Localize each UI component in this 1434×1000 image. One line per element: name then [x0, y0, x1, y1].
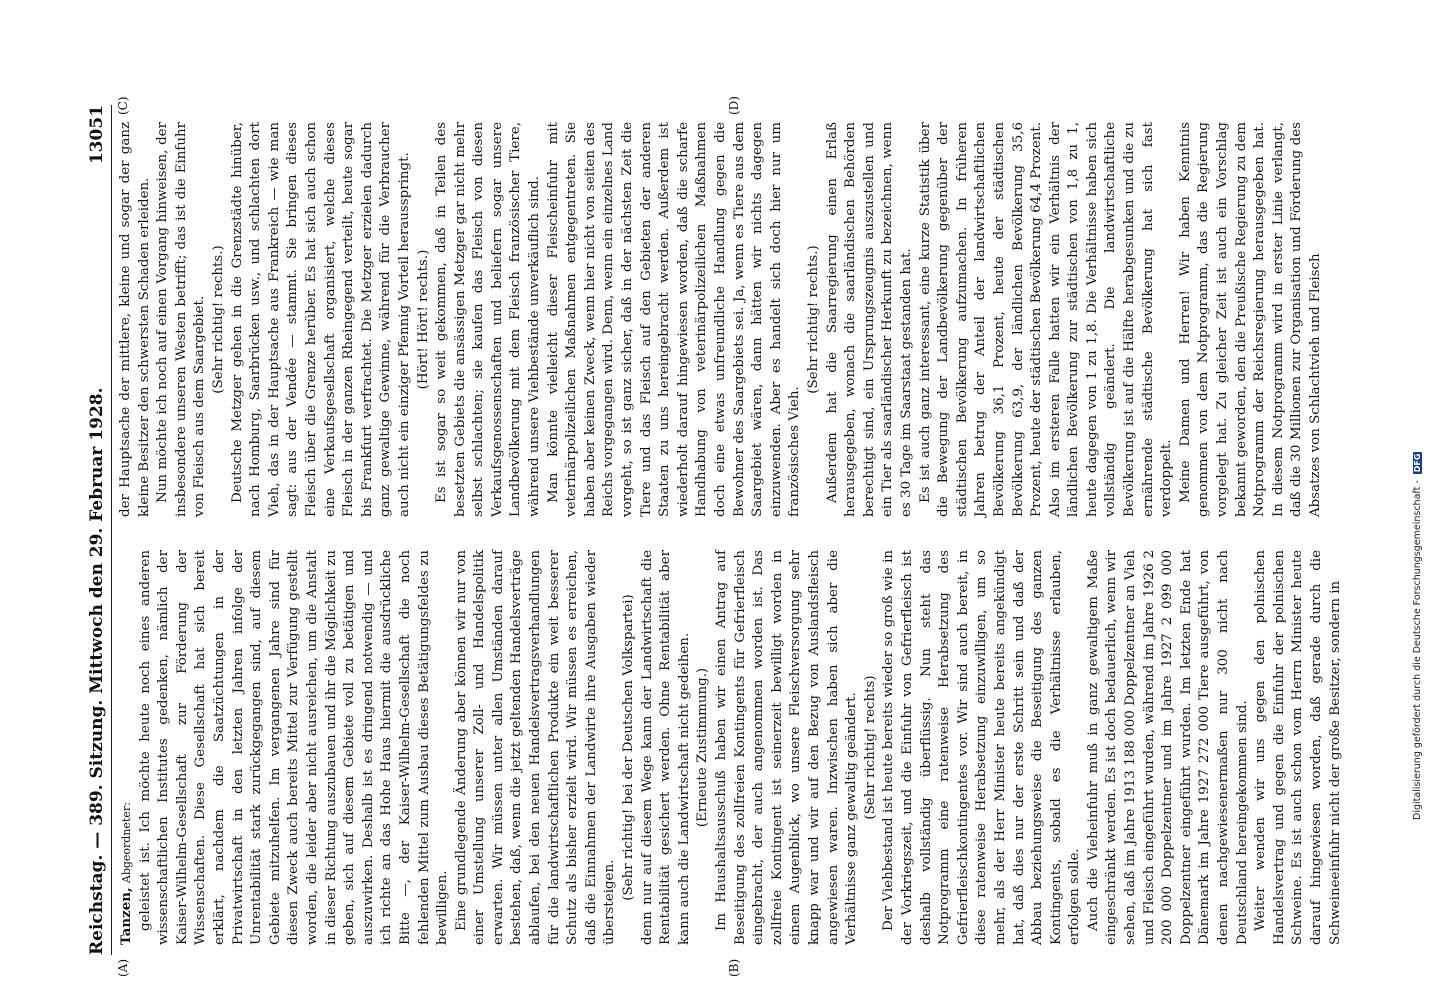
margin-mark-c: (C) [116, 96, 130, 115]
paragraph: Nun möchte ich noch auf einen Vorgang hinweisen, der insbesondere unseren Westen betrifft; das ist die Einfuhr von Fleisch aus dem Saargebiet. [155, 122, 208, 517]
page-header [85, 105, 113, 955]
interjection: (Sehr richtig! rechts.) [805, 245, 821, 394]
paragraph: Es ist sogar so weit gekommen, daß in Teilen des besetzten Gebiets die ansässigen Metzger gar nicht mehr selbst schlachten; sie kaufen das Fleisch von diesen Verkaufsgenossenschaften und beliefern sogar unsere Landbevölkerung mit dem Fleisch französischer Tiere, während unsere Viehbestände unverkäuflich sind. [434, 122, 543, 517]
paragraph: Weiter wenden wir uns gegen den polnischen Handelsvertrag und gegen die Einfuhr der polnischen Schweine. Es ist auch schon vom Herrn Minister heute darauf hingewiesen worden, daß gerade durch die Schweineeinfuhr nicht der große Besitzer, sondern in [1253, 550, 1343, 945]
credit-text: Digitalisierung gefördert durch die Deutsche Forschungsgemeinschaft - [1412, 480, 1423, 820]
interjection: (Sehr richtig! bei der Deutschen Volkspartei) [621, 594, 637, 901]
running-head: Reichstag. — 389. Sitzung. Mittwoch den 29. Februar 1928. [87, 387, 107, 955]
interjection: (Sehr richtig! rechts.) [210, 245, 226, 394]
header-rule [111, 105, 112, 955]
paragraph: Im Haushaltsausschuß haben wir einen Antrag auf Beseitigung des zollfreien Kontingents für Gefrierfleisch eingebracht, der auch angenommen worden ist. Das zollfreie Kontingent ist seinerzeit bewilligt worden in einem Augenblick, wo unsere Fleischversorgung sehr knapp war und wir auf den Bezug von Auslandsfleisch angewiesen waren. Inzwischen haben sich aber die Verhältnisse ganz gewaltig geändert. [714, 550, 860, 945]
margin-mark-a: (A) [116, 958, 130, 977]
margin-mark-b: (B) [727, 958, 741, 977]
paragraph: Der Viehbestand ist heute bereits wieder so groß wie in der Vorkriegszeit, und die Einfuhr von Gefrierfleisch ist deshalb vollständig überflüssig. Nun steht das Notprogramm eine ratenweise Herabsetzung des Gefrierfleischkontingentes vor. Wir sind auch bereit, in diese ratenweise Herabsetzung einzuwilligen, um so mehr, als der Herr Minister heute bereits angekündigt hat, daß dies nur der erste Schritt sein und daß der Abbau beziehungsweise die Beseitigung des ganzen Kontingents, sobald es die Verhältnisse erlauben, erfolgen solle. [881, 550, 1083, 945]
speaker-name: Tanzen, [118, 887, 134, 945]
digitization-credit [1412, 20, 1434, 820]
interjection: (Hört! Hört! rechts.) [415, 249, 431, 390]
paragraph: geleistet ist. Ich möchte heute noch eines anderen wissenschaftlichen Institutes gedenken, nämlich der Kaiser-Wilhelm-Gesellschaft zur Förderung der Wissenschaften. Diese Gesellschaft hat sich bereit erklärt, nachdem die Saatzüchtungen in der Privatwirtschaft in den letzten Jahren infolge der Unrentabilität stark zurückgegangen sind, auf diesem Gebiete mitzuhelfen. Im vergangenen Jahre sind für diesen Zweck auch bereits Mittel zur Verfügung gestellt worden, die leider aber nicht ausreichen, um die Anstalt in dieser Richtung auszubauen und ihr die Möglichkeit zu geben, sich auf diesem Gebiete voll zu betätigen und auszuwirken. Deshalb ist es dringend notwendig — und ich richte an das Hohe Haus hiermit die ausdrückliche Bitte —, der Kaiser-Wilhelm-Gesellschaft die noch fehlenden Mittel zum Ausbau dieses Betätigungsfeldes zu bewilligen. [137, 550, 451, 945]
left-column [117, 550, 1345, 945]
interjection: (Erneute Zustimmung.) [695, 667, 711, 828]
page-number: 13051 [87, 105, 107, 165]
paragraph: Meine Damen und Herren! Wir haben Kenntnis genommen von dem Notprogramm, das die Regierung vorgelegt hat. Zu gleicher Zeit ist auch ein Vorschlag bekannt geworden, den die Preußische Regierung zu dem Notprogramm der Reichsregierung herausgegeben hat. In diesem Notprogramm wird in erster Linie verlangt, daß die 30 Millionen zur Organisation und Förderung des Absatzes von Schlachtvieh und Fleisch [1177, 122, 1323, 517]
paragraph: denn nur auf diesem Wege kann der Landwirtschaft die Rentabilität gesichert werden. Ohne Rentabilität aber kann auch die Landwirtschaft nicht gedeihen. [639, 550, 692, 945]
margin-mark-d: (D) [727, 96, 741, 115]
paragraph: Auch die Vieheinfuhr muß in ganz gewaltigem Maße eingeschränkt werden. Es ist doch bedauerlich, wenn wir sehen, daß im Jahre 1913 188 000 Doppelzentner an Vieh und Fleisch eingeführt wurden, während im Jahre 1926 2 200 000 Doppelzentner und im Jahre 1927 2 099 000 Doppelzentner eingeführt wurden. Im letzten Ende hat Dänemark im Jahre 1927 272 000 Tiere ausgeführt, von denen nachgewiesenermaßen nur 300 nicht nach Deutschland hereingekommen sind. [1085, 550, 1250, 945]
paragraph: der Hauptsache der mittlere, kleine und sogar der ganz kleine Besitzer den schwersten Schaden erleiden. [118, 122, 152, 517]
right-column [117, 122, 1326, 517]
document-page [85, 96, 1343, 977]
interjection: (Sehr richtig! rechts) [862, 675, 878, 820]
paragraph: Außerdem hat die Saarregierung einen Erlaß herausgegeben, wonach die saarländischen Behörden berechtigt sind, ein Ursprungszeugnis auszustellen und ein Tier als saarländischer Herkunft zu bezeichnen, wenn es 30 Tage im Saarstaat gestanden hat. [824, 122, 914, 517]
paragraph: Deutsche Metzger gehen in die Grenzstädte hinüber, nach Homburg, Saarbrücken usw., und schlachten dort Vieh, das in der Hauptsache aus Frankreich — wie man sagt: aus der Vendée — stammt. Sie bringen dieses Fleisch über die Grenze herüber. Es hat sich auch schon eine Verkaufsgesellschaft organisiert, welche dieses Fleisch in der ganzen Rheingegend verteilt, heute sogar bis Frankfurt verfrachtet. Die Metzger erzielen dadurch ganz gewaltige Gewinne, während für die Verbraucher auch nicht ein einziger Pfennig Vorteil herausspringt. [229, 122, 412, 517]
speaker-line [117, 550, 137, 945]
speaker-role: Abgeordneter: [120, 802, 133, 884]
paragraph: Man könnte vielleicht dieser Fleischeinfuhr mit veterinärpolizeilichen Maßnahmen entgegentreten. Sie haben aber keinen Zweck, wenn hier nicht von seiten des Reichs vorgegangen wird. Denn, wenn ein einzelnes Land vorgeht, so ist ganz sicher, daß in der nächsten Zeit die Tiere und das Fleisch auf den Gebieten der anderen Staaten zu uns hereingebracht werden. Außerdem ist wiederholt darauf hingewiesen worden, daß die scharfe Handhabung von veterinärpolizeilichen Maßnahmen doch eine etwas unfreundliche Handlung gegen die Bewohner des Saargebiets sei. Ja, wenn es Tiere aus dem Saargebiet wären, dann hätten wir nichts dagegen einzuwenden. Aber es handelt sich doch hier nur um französisches Vieh. [545, 122, 803, 517]
paragraph: Es ist auch ganz interessant, eine kurze Statistik über die Bewegung der Landbevölkerung gegenüber der städtischen Bevölkerung aufzumachen. In früheren Jahren betrug der Anteil der landwirtschaftlichen Bevölkerung 36,1 Prozent, heute der städtischen Bevölkerung 63,9, der ländlichen Bevölkerung 35,6 Prozent, heute der städtischen Bevölkerung 64,4 Prozent. Also im ersteren Falle hatten wir ein Verhältnis der ländlichen Bevölkerung zur städtischen von 1,8 zu 1, heute dagegen von 1 zu 1,8. Die Verhältnisse haben sich vollständig geändert. Die landwirtschaftliche Bevölkerung ist auf die Hälfte herabgesunken und die zu ernährende städtische Bevölkerung hat sich fast verdoppelt. [917, 122, 1175, 517]
dfg-logo: DFG [1413, 453, 1422, 473]
paragraph: Eine grundlegende Änderung aber können wir nur von einer Umstellung unserer Zoll- und Handelspolitik erwarten. Wir müssen unter allen Umständen darauf bestehen, daß, wenn die jetzt geltenden Handelsverträge ablaufen, bei den neuen Handelsvertragsverhandlungen für die landwirtschaftlichen Produkte ein weit besserer Schutz als bisher erzielt wird. Wir müssen es erreichen, daß die Einnahmen der Landwirte ihre Ausgaben wieder übersteigen. [453, 550, 618, 945]
